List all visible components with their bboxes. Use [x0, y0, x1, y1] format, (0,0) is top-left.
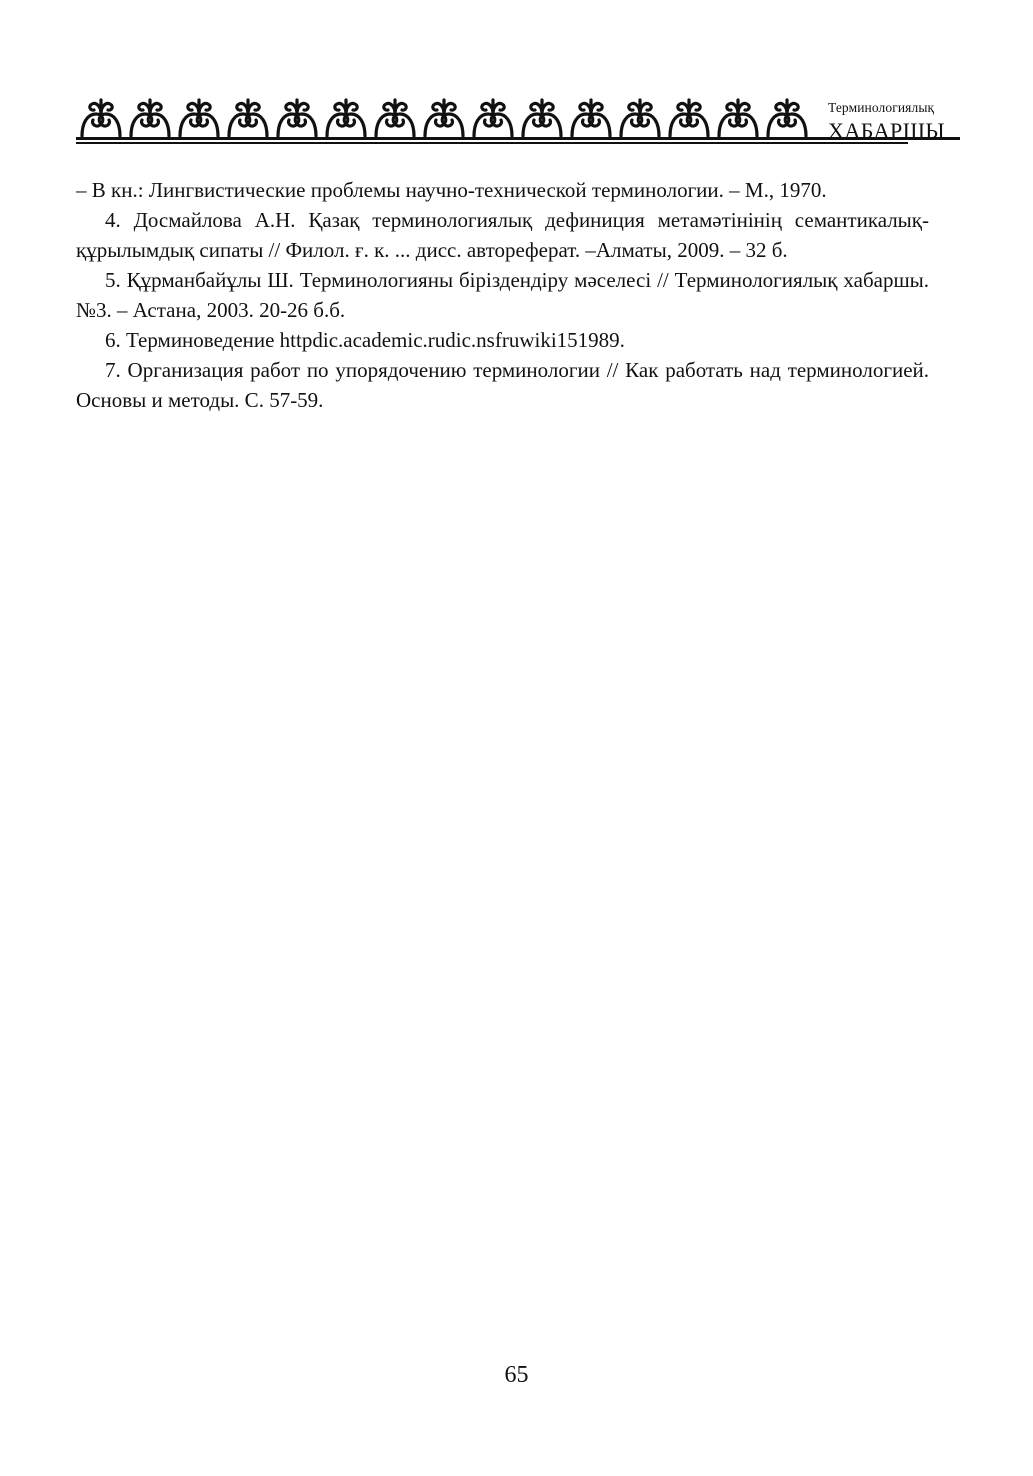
page-header — [76, 96, 960, 148]
page-number: 65 — [504, 1362, 529, 1388]
reference-item: 6. Терминоведение httpdic.academic.rudic.nsfruwiki151989. — [105, 328, 625, 352]
reference-item: 4. Досмайлова А.Н. Қазақ терминологиялық дефиниция метамәтінінің семантикалық-құрылымдық сипаты // Филол. ғ. к. ... дисс. автореферат. –Алматы, 2009. – 32 б. — [76, 208, 929, 262]
reference-continuation: – В кн.: Лингвистические проблемы научно-технической терминологии. – М., 1970. — [76, 178, 827, 202]
reference-item: 7. Организация работ по упорядочению терминологии // Как работать над терминологией. Основы и методы. С. 57-59. — [76, 358, 929, 412]
header-rule-thin — [76, 142, 908, 144]
reference-item: 5. Құрманбайұлы Ш. Терминологияны біріздендіру мәселесі // Терминологиялық хабаршы. №3. – Астана, 2003. 20-26 б.б. — [76, 268, 929, 322]
journal-title-large: ХАБАРШЫ — [828, 118, 946, 143]
kazakh-ornament-border-icon — [76, 96, 821, 140]
references-list — [76, 175, 929, 415]
journal-title-small: Терминологиялық — [828, 100, 935, 115]
